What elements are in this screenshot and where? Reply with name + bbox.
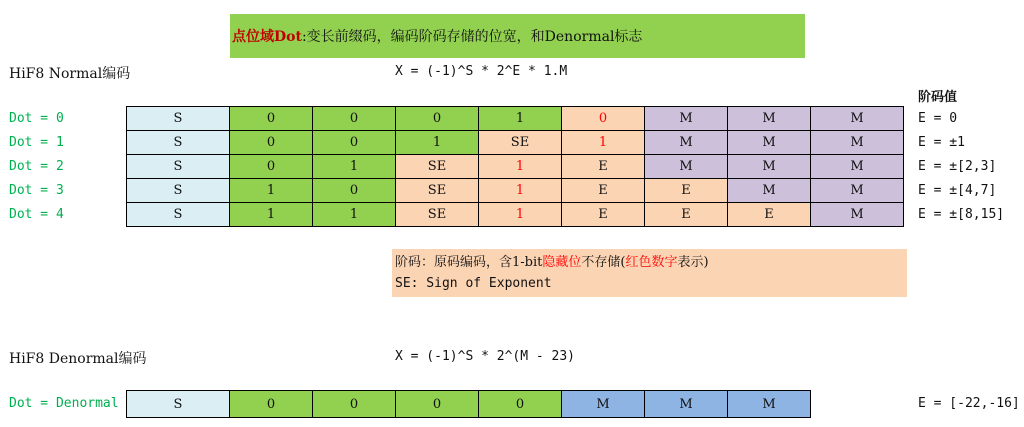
note-red-digit: 红色数字 [625,255,678,270]
denormal-formula: X = (-1)^S * 2^(M - 23) [395,349,576,364]
bit-cell: SE [395,202,479,227]
denormal-exponent-range: E = [-22,-16] [918,396,1020,411]
bit-cell: 0 [478,390,562,418]
bit-cell: M [727,178,811,203]
bit-cell: 1 [561,130,645,155]
denormal-dot-label: Dot = Denormal [9,396,119,411]
bit-cell: 1 [478,202,562,227]
bit-cell: 0 [229,390,313,418]
denormal-title: HiF8 Denormal编码 [9,351,147,367]
dot-label: Dot = 0 [9,111,64,126]
note-line-2: SE: Sign of Exponent [395,276,552,291]
bit-cell: E [561,178,645,203]
bit-cell: M [727,106,811,131]
encoding-row [127,202,907,227]
exponent-range: E = ±[2,3] [918,159,997,174]
bit-cell: E [561,202,645,227]
bit-cell: M [810,154,904,179]
bit-cell: E [644,178,728,203]
bit-cell: 1 [312,202,396,227]
bit-cell: E [561,154,645,179]
bit-cell: M [644,390,728,418]
bit-cell: 1 [312,154,396,179]
bit-cell: 0 [395,390,479,418]
bit-cell: SE [478,130,562,155]
bit-cell: 1 [229,178,313,203]
encoding-row [127,154,907,179]
encoding-row [127,130,907,155]
bit-cell: SE [395,178,479,203]
bit-cell: S [126,390,230,418]
dot-label: Dot = 3 [9,183,64,198]
bit-cell: SE [395,154,479,179]
banner-highlight: 点位域Dot [232,29,302,45]
note-text-e: 表示) [677,255,709,270]
bit-cell: M [644,130,728,155]
bit-cell: 1 [478,154,562,179]
bit-cell: 1 [229,202,313,227]
bit-cell: 0 [312,178,396,203]
bit-cell: 1 [395,130,479,155]
dot-label: Dot = 1 [9,135,64,150]
banner-text: :变长前缀码，编码阶码存储的位宽，和Denormal标志 [301,29,643,45]
bit-cell: E [727,202,811,227]
bit-cell: 0 [229,154,313,179]
bit-cell: S [126,202,230,227]
bit-cell: 0 [312,106,396,131]
bit-cell: M [810,106,904,131]
bit-cell: M [810,130,904,155]
bit-cell: S [126,130,230,155]
exponent-range: E = ±1 [918,135,965,150]
note-hidden-bit: 隐藏位 [542,255,582,270]
bit-cell: E [644,202,728,227]
exponent-range: E = ±[4,7] [918,183,997,198]
exponent-note [392,249,907,297]
normal-title: HiF8 Normal编码 [9,66,131,82]
bit-cell: M [644,154,728,179]
bit-cell: S [126,178,230,203]
normal-formula: X = (-1)^S * 2^E * 1.M [395,64,568,79]
bit-cell: 0 [312,130,396,155]
bit-cell: 0 [395,106,479,131]
encoding-row [127,178,907,203]
bit-cell: S [126,154,230,179]
bit-cell: 1 [478,178,562,203]
bit-cell: 0 [312,390,396,418]
bit-cell: S [126,106,230,131]
note-text-c: 不存储( [581,255,626,270]
bit-cell: M [810,202,904,227]
note-line-1 [395,252,904,273]
bit-cell: M [561,390,645,418]
bit-cell: 1 [478,106,562,131]
bit-cell: M [810,178,904,203]
exponent-range: E = 0 [918,111,958,126]
note-text-a: 阶码：原码编码，含1-bit [395,255,543,270]
encoding-row [127,106,907,131]
bit-cell: M [727,390,811,418]
dot-label: Dot = 4 [9,207,64,222]
dot-label: Dot = 2 [9,159,64,174]
bit-cell: M [644,106,728,131]
exponent-value-header: 阶码值 [918,90,958,105]
bit-cell: M [727,130,811,155]
bit-cell: M [727,154,811,179]
denormal-encoding-row [127,390,907,418]
bit-cell: 0 [229,130,313,155]
dot-field-banner [230,14,805,58]
exponent-range: E = ±[8,15] [918,207,1005,222]
bit-cell: 0 [561,106,645,131]
bit-cell: 0 [229,106,313,131]
